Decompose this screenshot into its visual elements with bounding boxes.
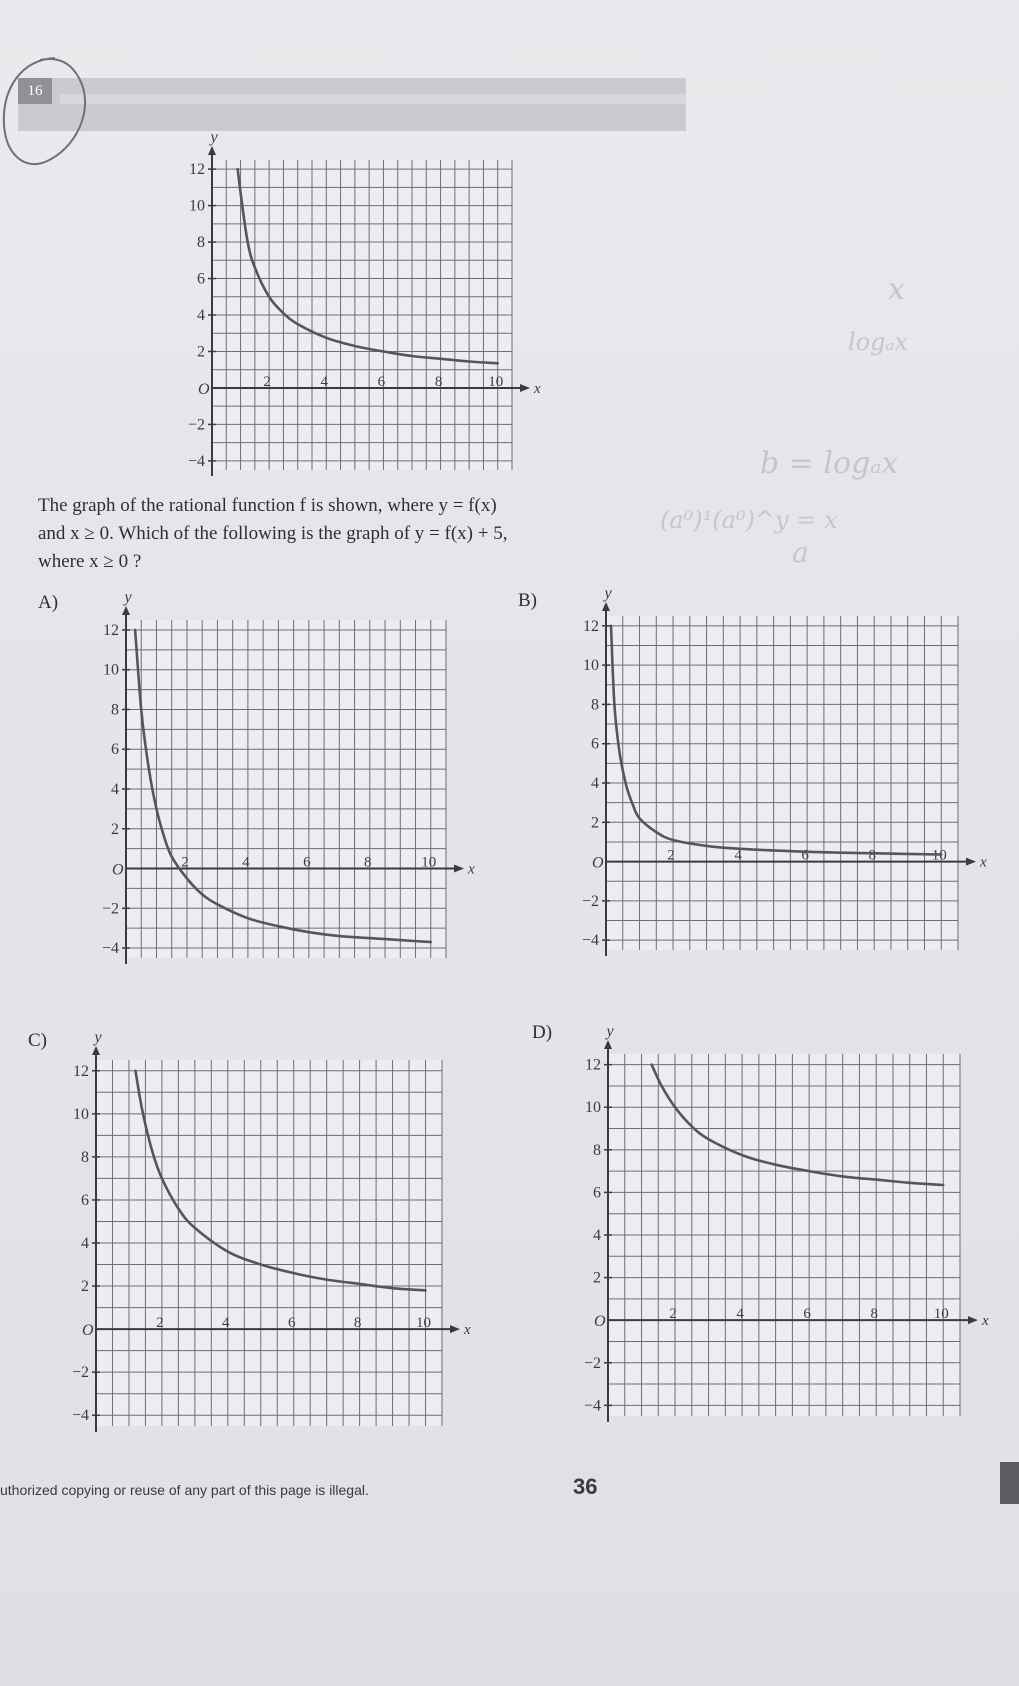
y-tick-label: 12 xyxy=(189,161,205,179)
question-text xyxy=(38,492,658,576)
x-axis-arrow xyxy=(968,1316,978,1324)
x-tick-label: 10 xyxy=(416,1315,432,1332)
x-axis-label: x xyxy=(534,380,541,397)
y-axis-label: y xyxy=(124,589,132,606)
margin-note-1: x xyxy=(888,272,905,307)
pencil-circle-mark xyxy=(0,50,110,180)
origin-label: O xyxy=(112,861,124,879)
margin-note-2: logₐx xyxy=(848,328,909,356)
x-axis-arrow xyxy=(454,865,464,873)
x-axis-label: x xyxy=(982,1313,989,1330)
y-axis-arrow xyxy=(92,1046,100,1055)
y-tick-label: 2 xyxy=(197,343,205,361)
y-axis-label: y xyxy=(94,1029,102,1046)
x-tick-label: 10 xyxy=(931,847,947,864)
y-tick-label: −4 xyxy=(583,1397,601,1415)
x-tick-label: 10 xyxy=(488,373,504,390)
x-axis-arrow xyxy=(450,1325,460,1333)
question-number: 16 xyxy=(18,78,52,104)
y-tick-label: −2 xyxy=(101,900,119,918)
option-d-graph[interactable] xyxy=(568,1023,998,1430)
y-tick-label: −2 xyxy=(187,416,205,434)
y-tick-label: 6 xyxy=(591,735,599,753)
y-tick-label: −4 xyxy=(101,940,119,958)
option-d-label[interactable]: D) xyxy=(532,1022,553,1043)
y-tick-label: 2 xyxy=(111,820,119,838)
option-c-graph[interactable] xyxy=(52,1029,472,1440)
y-tick-label: 2 xyxy=(591,814,599,832)
question-line-2: and x ≥ 0. Which of the following is the graph of y = f(x) + 5, xyxy=(38,523,508,544)
y-tick-label: −4 xyxy=(187,452,205,470)
y-tick-label: 12 xyxy=(585,1056,601,1074)
option-b-graph[interactable] xyxy=(560,585,987,958)
x-tick-label: 6 xyxy=(377,373,386,390)
y-tick-label: 8 xyxy=(197,234,205,252)
y-tick-label: 8 xyxy=(111,701,119,719)
x-tick-label: 4 xyxy=(242,854,250,871)
y-tick-label: 8 xyxy=(593,1141,601,1159)
x-tick-label: 4 xyxy=(736,1306,744,1323)
y-tick-label: −2 xyxy=(583,1354,601,1372)
y-tick-label: 12 xyxy=(73,1062,89,1080)
y-tick-label: 10 xyxy=(103,661,119,679)
y-tick-label: −2 xyxy=(71,1364,89,1382)
question-line-3: where x ≥ 0 ? xyxy=(38,551,142,572)
y-tick-label: 10 xyxy=(189,197,205,215)
y-tick-label: 6 xyxy=(111,741,119,759)
y-tick-label: 8 xyxy=(591,696,599,714)
origin-label: O xyxy=(592,854,604,872)
margin-note-3: b = logₐx xyxy=(760,446,899,481)
x-axis-arrow xyxy=(966,858,976,866)
y-tick-label: 4 xyxy=(111,781,119,798)
y-axis-arrow xyxy=(122,606,130,615)
origin-label: O xyxy=(594,1313,606,1331)
y-tick-label: 8 xyxy=(81,1148,89,1166)
option-b-label[interactable]: B) xyxy=(518,590,537,611)
y-axis-arrow xyxy=(602,602,610,611)
y-tick-label: 2 xyxy=(81,1278,89,1296)
y-tick-label: 6 xyxy=(81,1191,89,1209)
y-tick-label: 12 xyxy=(103,621,119,639)
y-tick-label: 4 xyxy=(591,775,599,792)
y-tick-label: 2 xyxy=(593,1269,601,1287)
x-tick-label: 4 xyxy=(320,373,329,390)
x-tick-label: 8 xyxy=(434,373,443,390)
x-tick-label: 6 xyxy=(803,1306,811,1323)
y-axis-label: y xyxy=(210,129,218,146)
y-tick-label: 4 xyxy=(593,1227,601,1244)
x-axis-label: x xyxy=(980,854,987,871)
y-tick-label: 4 xyxy=(81,1235,89,1252)
y-tick-label: −4 xyxy=(71,1407,89,1425)
x-tick-label: 10 xyxy=(933,1306,949,1323)
footer-copyright: uthorized copying or reuse of any part of this page is illegal. xyxy=(0,1482,369,1498)
x-tick-label: 6 xyxy=(801,847,809,864)
x-tick-label: 2 xyxy=(667,847,675,864)
y-tick-label: −4 xyxy=(581,932,599,950)
header-strip xyxy=(60,94,686,104)
y-tick-label: 12 xyxy=(583,617,599,635)
option-a-graph[interactable] xyxy=(60,589,480,970)
x-tick-label: 8 xyxy=(868,847,876,864)
x-tick-label: 2 xyxy=(156,1315,164,1332)
y-axis-arrow xyxy=(208,146,216,155)
x-tick-label: 8 xyxy=(364,854,372,871)
y-tick-label: 6 xyxy=(197,270,205,288)
y-axis-label: y xyxy=(604,585,612,602)
x-tick-label: 4 xyxy=(734,847,742,864)
y-tick-label: 4 xyxy=(197,307,205,324)
x-tick-label: 8 xyxy=(870,1306,878,1323)
y-tick-label: 10 xyxy=(73,1105,89,1123)
x-tick-label: 2 xyxy=(181,854,189,871)
origin-label: O xyxy=(198,380,210,398)
question-header-bar xyxy=(18,78,686,131)
x-tick-label: 6 xyxy=(303,854,311,871)
question-line-1: The graph of the rational function f is shown, where y = f(x) xyxy=(38,495,497,516)
y-tick-label: −2 xyxy=(581,892,599,910)
page-edge-tab xyxy=(1000,1462,1019,1504)
x-tick-label: 6 xyxy=(287,1315,296,1332)
x-axis-label: x xyxy=(468,861,475,878)
origin-label: O xyxy=(82,1322,94,1340)
x-tick-label: 2 xyxy=(669,1306,677,1323)
option-c-label[interactable]: C) xyxy=(28,1030,47,1051)
margin-note-4: (a⁰)¹(a⁰)^y = x xyxy=(660,506,838,534)
x-axis-arrow xyxy=(520,384,530,392)
y-tick-label: 6 xyxy=(593,1184,601,1202)
page-number: 36 xyxy=(573,1474,598,1499)
x-axis-label: x xyxy=(464,1322,471,1339)
margin-note-5: a xyxy=(792,536,809,569)
x-tick-label: 2 xyxy=(263,373,271,390)
y-axis-label: y xyxy=(606,1023,614,1040)
x-tick-label: 4 xyxy=(222,1315,230,1332)
x-tick-label: 10 xyxy=(421,854,437,871)
y-tick-label: 10 xyxy=(585,1099,601,1117)
main-graph xyxy=(172,129,542,478)
y-tick-label: 10 xyxy=(583,657,599,675)
option-a-label[interactable]: A) xyxy=(38,592,59,613)
y-axis-arrow xyxy=(604,1040,612,1049)
x-tick-label: 8 xyxy=(353,1315,362,1332)
